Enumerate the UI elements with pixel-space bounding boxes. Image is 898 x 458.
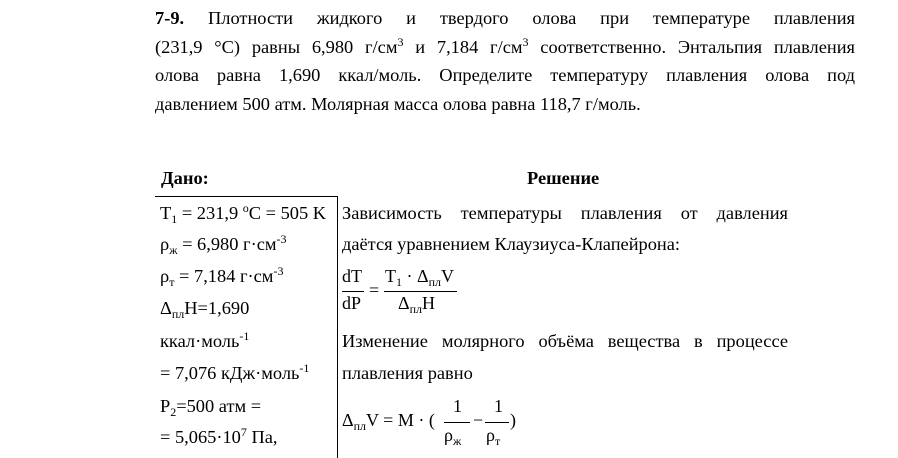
given-enthalpy-unit: ккал·моль$^{-1}$	[160, 329, 250, 351]
eq1-numerator-right: $T_1 \cdot \Delta_{пл}V$	[385, 266, 454, 289]
eq1-numerator-left: dT	[342, 266, 362, 286]
problem-line-3: олова равна 1,690 ккал/моль. Определите температуру плавления олова под	[155, 65, 855, 85]
given-rho-liquid: $\rho_ж = 6,980$ $г\cdot см^{-3}$	[160, 232, 287, 257]
eq2-numerator-2: 1	[494, 396, 503, 416]
problem-statement	[155, 4, 855, 118]
given-t1: $T_1 = 231,9$ $^o$C = 505 K	[160, 201, 327, 226]
given-enthalpy-kj: = 7,076 кДж·моль$^{-1}$	[160, 361, 310, 383]
problem-line-4: давлением 500 атм. Молярная масса олова равна 118,7 г/моль.	[155, 93, 641, 114]
solution-line-4: плавления равно	[342, 363, 473, 383]
eq1-equals: =	[369, 280, 380, 300]
problem-line-1: 7-9. Плотности жидкого и твердого олова при температуре плавления	[155, 8, 855, 28]
problem-line-2: (231,9 °С) равны 6,980 $г/см^3$ и 7,184 $г/см^3$ соответственно. Энтальпия плавления	[155, 34, 855, 57]
eq2-fraction-bar-1	[444, 422, 470, 423]
given-heading: Дано:	[161, 168, 209, 188]
solution-line-3: Изменение молярного объёма вещества в процессе	[342, 331, 788, 351]
eq2-close-paren: )	[510, 410, 516, 430]
eq1-fraction-bar-left	[342, 291, 364, 292]
problem-number: 7-9.	[155, 8, 185, 28]
eq1-denominator-right: $\Delta_{пл}H$	[398, 293, 435, 316]
eq2-lhs: $\Delta_{пл}V = M$ · (	[342, 410, 435, 433]
eq1-fraction-bar-right	[384, 291, 457, 292]
solution-line-1: Зависимость температуры плавления от давления	[342, 203, 788, 223]
eq2-denominator-1: $\rho_ж$	[444, 425, 462, 448]
eq2-fraction-bar-2	[485, 422, 509, 423]
solution-heading: Решение	[527, 168, 600, 188]
given-divider	[155, 196, 337, 197]
eq2-minus: −	[473, 410, 484, 430]
given-rho-solid: $\rho_т = 7,184$ $г\cdot см^{-3}$	[160, 264, 284, 289]
given-enthalpy: $\Delta_{пл}H=1,690$	[160, 298, 250, 321]
given-p2-pa: = $5,065\cdot 10^7$ Па,	[160, 425, 278, 447]
column-divider	[337, 196, 338, 458]
solution-line-2: даётся уравнением Клаузиуса-Клапейрона:	[342, 234, 681, 254]
eq2-numerator-1: 1	[453, 396, 462, 416]
eq2-denominator-2: $\rho_т$	[486, 425, 501, 448]
given-p2: $P_2=500$ атм =	[160, 396, 262, 419]
eq1-denominator-left: dP	[342, 293, 362, 313]
